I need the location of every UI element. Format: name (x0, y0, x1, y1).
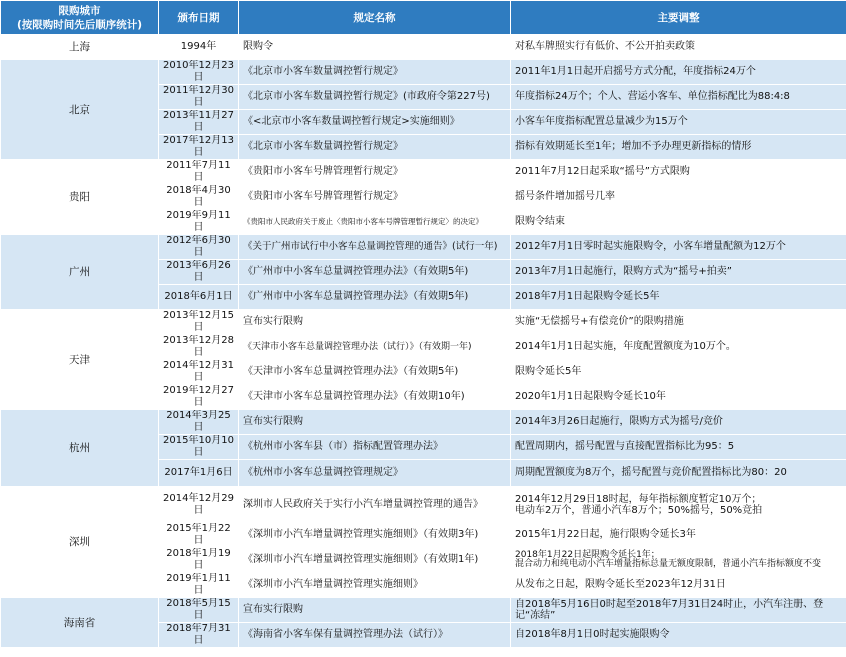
date-cell: 2013年11月27日 (159, 110, 239, 135)
name-cell: 宣布实行限购 (239, 410, 511, 435)
table-row (1, 60, 846, 85)
name-cell: 《天津市小客车总量调控管理办法》（有效期10年) (239, 385, 511, 410)
name-cell: 《深圳市小汽车增量调控管理实施细则》 (239, 573, 511, 598)
header-adjust: 主要调整 (511, 1, 846, 35)
adjust-cell: 2013年7月1日起施行，限购方式为“摇号+拍卖” (511, 260, 846, 285)
adjust-cell: 2012年7月1日零时起实施限购令，小客车增量配额为12万个 (511, 235, 846, 260)
date-cell: 1994年 (159, 35, 239, 60)
date-cell: 2014年12月31日 (159, 360, 239, 385)
date-cell: 2019年9月11日 (159, 210, 239, 235)
date-cell: 2018年6月1日 (159, 285, 239, 310)
name-cell: 《深圳市小汽车增量调控管理实施细则》（有效期1年) (239, 548, 511, 573)
city-cell: 天津 (1, 310, 159, 410)
adjust-cell: 摇号条件增加摇号几率 (511, 185, 846, 210)
table-row (1, 487, 846, 523)
name-cell: 《北京市小客车数量调控暂行规定》 (239, 60, 511, 85)
date-cell: 2019年12月27日 (159, 385, 239, 410)
name-cell: 《<北京市小客车数量调控暂行规定>实施细则》 (239, 110, 511, 135)
name-cell: 《杭州市小客车县（市）指标配置管理办法》 (239, 435, 511, 460)
adjust-cell: 对私车牌照实行有低价、不公开拍卖政策 (511, 35, 846, 60)
date-cell: 2012年6月30日 (159, 235, 239, 260)
name-cell: 《海南省小客车保有量调控管理办法（试行）》 (239, 623, 511, 648)
name-cell: 深圳市人民政府关于实行小汽车增量调控管理的通告》 (239, 487, 511, 523)
adjust-cell: 2018年1月22日起限购令延长1年； 混合动力和纯电动小汽车增量指标总量无额度限制，普通小汽车指标额度不变 (511, 548, 846, 573)
name-cell: 《天津市小客车总量调控管理办法》（有效期5年) (239, 360, 511, 385)
name-cell: 《北京市小客车数量调控暂行规定》 (239, 135, 511, 160)
header-row (1, 1, 846, 35)
name-cell: 宣布实行限购 (239, 598, 511, 623)
adjust-cell: 2018年7月1日起限购令延长5年 (511, 285, 846, 310)
date-cell: 2011年7月11日 (159, 160, 239, 185)
adjust-cell: 自2018年8月1日0时起实施限购令 (511, 623, 846, 648)
adjust-cell: 自2018年5月16日0时起至2018年7月31日24时止，小汽车注册、登记“冻结” (511, 598, 846, 623)
adjust-cell: 2020年1月1日起限购令延长10年 (511, 385, 846, 410)
name-cell: 《关于广州市试行中小客车总量调控管理的通告》(试行一年) (239, 235, 511, 260)
date-cell: 2019年1月11日 (159, 573, 239, 598)
table-row (1, 310, 846, 335)
adjust-cell: 年度指标24万个；个人、营运小客车、单位指标配比为88:4:8 (511, 85, 846, 110)
adjust-cell: 从发布之日起，限购令延长至2023年12月31日 (511, 573, 846, 598)
name-cell: 《贵阳市人民政府关于废止〈贵阳市小客车号牌管理暂行规定〉的决定》 (239, 210, 511, 235)
adjust-cell: 指标有效期延长至1年；增加不予办理更新指标的情形 (511, 135, 846, 160)
city-cell: 杭州 (1, 410, 159, 487)
city-cell: 贵阳 (1, 160, 159, 235)
date-cell: 2018年5月15日 (159, 598, 239, 623)
date-cell: 2014年3月25日 (159, 410, 239, 435)
adjust-cell: 限购令延长5年 (511, 360, 846, 385)
name-cell: 《贵阳市小客车号牌管理暂行规定》 (239, 185, 511, 210)
name-cell: 《贵阳市小客车号牌管理暂行规定》 (239, 160, 511, 185)
date-cell: 2013年6月26日 (159, 260, 239, 285)
date-cell: 2018年4月30日 (159, 185, 239, 210)
city-cell: 海南省 (1, 598, 159, 648)
header-date: 颁布日期 (159, 1, 239, 35)
name-cell: 宣布实行限购 (239, 310, 511, 335)
name-cell: 《天津市小客车总量调控管理办法（试行）》（有效期一年) (239, 335, 511, 360)
city-cell: 北京 (1, 60, 159, 160)
table-row (1, 235, 846, 260)
adjust-cell: 周期配置额度为8万个，摇号配置与竞价配置指标比为80：20 (511, 460, 846, 487)
adjust-cell: 2011年7月12日起采取“摇号”方式限购 (511, 160, 846, 185)
name-cell: 《深圳市小汽车增量调控管理实施细则》（有效期3年) (239, 523, 511, 548)
adjust-cell: 2014年3月26日起施行，限购方式为摇号/竞价 (511, 410, 846, 435)
name-cell: 《杭州市小客车总量调控管理规定》 (239, 460, 511, 487)
adjust-cell: 配置周期内，摇号配置与直接配置指标比为95：5 (511, 435, 846, 460)
date-cell: 2017年12月13日 (159, 135, 239, 160)
name-cell: 《广州市中小客车总量调控管理办法》（有效期5年) (239, 285, 511, 310)
city-cell: 上海 (1, 35, 159, 60)
date-cell: 2013年12月28日 (159, 335, 239, 360)
table-row (1, 160, 846, 185)
date-cell: 2018年7月31日 (159, 623, 239, 648)
name-cell: 《北京市小客车数量调控暂行规定》(市政府令第227号) (239, 85, 511, 110)
adjust-cell: 实施“无偿摇号+有偿竞价”的限购措施 (511, 310, 846, 335)
date-cell: 2015年10月10日 (159, 435, 239, 460)
adjust-cell: 小客车年度指标配置总量减少为15万个 (511, 110, 846, 135)
adjust-cell: 2015年1月22日起，施行限购令延长3年 (511, 523, 846, 548)
date-cell: 2010年12月23日 (159, 60, 239, 85)
date-cell: 2017年1月6日 (159, 460, 239, 487)
adjust-cell: 2014年1月1日起实施，年度配置额度为10万个。 (511, 335, 846, 360)
adjust-cell: 限购令结束 (511, 210, 846, 235)
city-cell: 广州 (1, 235, 159, 310)
table-row (1, 598, 846, 623)
adjust-cell: 2011年1月1日起开启摇号方式分配，年度指标24万个 (511, 60, 846, 85)
date-cell: 2014年12月29日 (159, 487, 239, 523)
header-city: 限购城市 (按限购时间先后顺序统计) (1, 1, 159, 35)
table-row (1, 410, 846, 435)
adjust-cell: 2014年12月29日18时起，每年指标额度暂定10万个； 电动车2万个，普通小汽车8万个；50%摇号，50%竞拍 (511, 487, 846, 523)
name-cell: 《广州市中小客车总量调控管理办法》（有效期5年) (239, 260, 511, 285)
date-cell: 2011年12月30日 (159, 85, 239, 110)
date-cell: 2013年12月15日 (159, 310, 239, 335)
header-name: 规定名称 (239, 1, 511, 35)
city-cell: 深圳 (1, 487, 159, 598)
date-cell: 2015年1月22日 (159, 523, 239, 548)
date-cell: 2018年1月19日 (159, 548, 239, 573)
name-cell: 限购令 (239, 35, 511, 60)
table-row (1, 35, 846, 60)
